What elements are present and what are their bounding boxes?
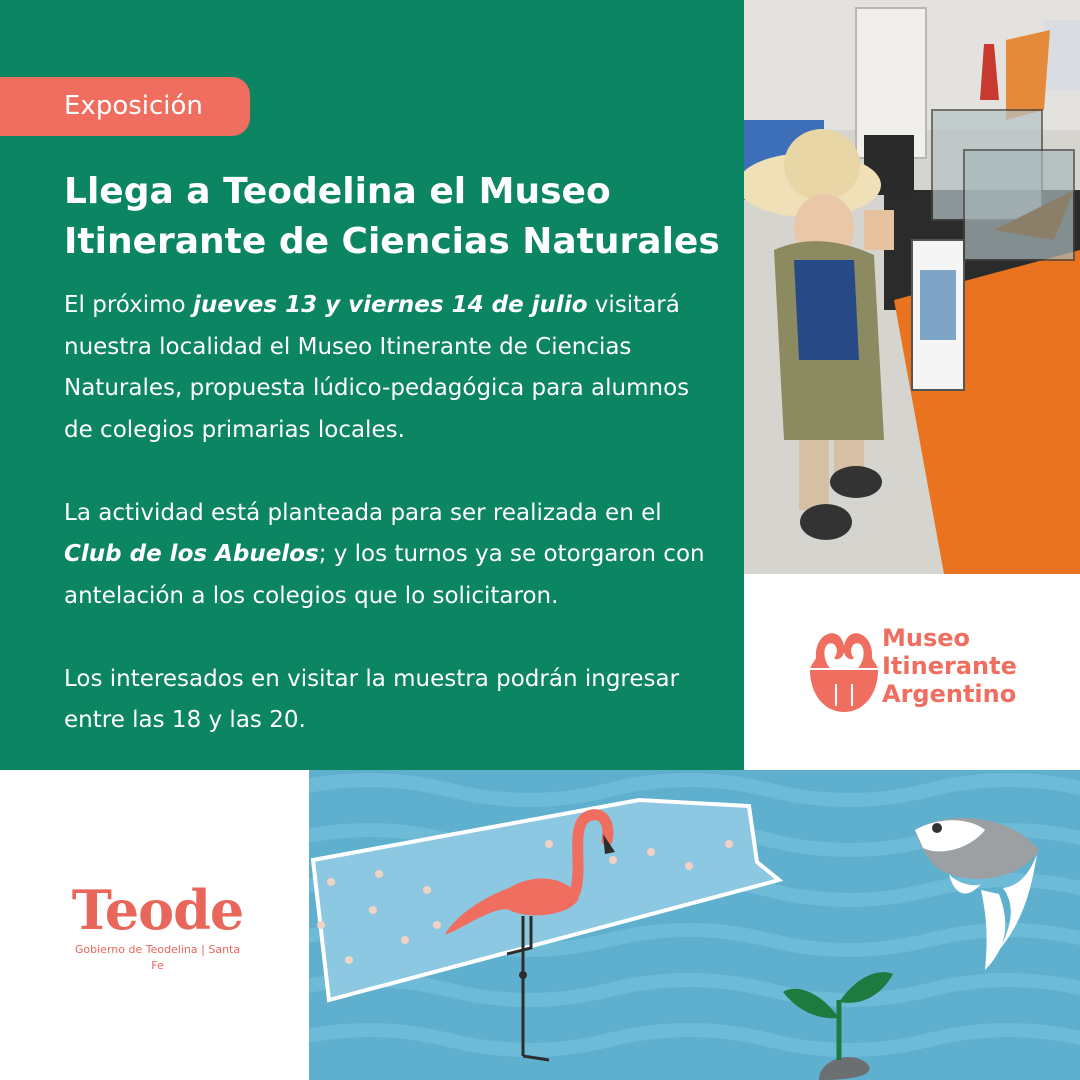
paragraph-2-start: La actividad está planteada para ser realizada en el: [64, 499, 662, 526]
museum-logo-text: [882, 624, 1017, 708]
exhibition-photo: [744, 0, 1080, 574]
teode-logo-name: Teode: [71, 878, 244, 942]
event-dates: jueves 13 y viernes 14 de julio: [192, 292, 588, 318]
paragraph-1-end: visitará nuestra localidad el Museo Itinerante de Ciencias Naturales, propuesta lúdico-pedagógica para alumnos de colegios primarias locales.: [64, 292, 690, 443]
paragraph-3-text: Los interesados en visitar la muestra podrán ingresar entre las 18 y las 20.: [64, 665, 680, 733]
page-title: [64, 167, 734, 267]
museum-logo-line-2: Itinerante: [882, 652, 1017, 680]
venue-name: Club de los Abuelos: [64, 541, 319, 567]
paragraph-2: [64, 493, 724, 618]
paragraph-1-start: El próximo: [64, 292, 193, 318]
category-badge-label: Exposición: [64, 91, 203, 121]
museum-logo-line-3: Argentino: [882, 680, 1017, 708]
paragraph-3: [64, 659, 724, 742]
paragraph-2-end: ; y los turnos ya se otorgaron con antelación a los colegios que lo solicitaron.: [64, 541, 705, 609]
paragraph-1: [64, 285, 724, 451]
title-line-1: Llega a Teodelina el Museo: [64, 171, 611, 212]
category-badge: [0, 77, 250, 136]
illustration: [309, 770, 1080, 1080]
teode-logo-subtitle: Gobierno de Teodelina | Santa Fe: [74, 943, 241, 972]
museum-logo-line-1: Museo: [882, 624, 971, 652]
article-body: [64, 285, 724, 783]
title-line-2: Itinerante de Ciencias Naturales: [64, 221, 720, 262]
teode-logo: [70, 880, 245, 974]
